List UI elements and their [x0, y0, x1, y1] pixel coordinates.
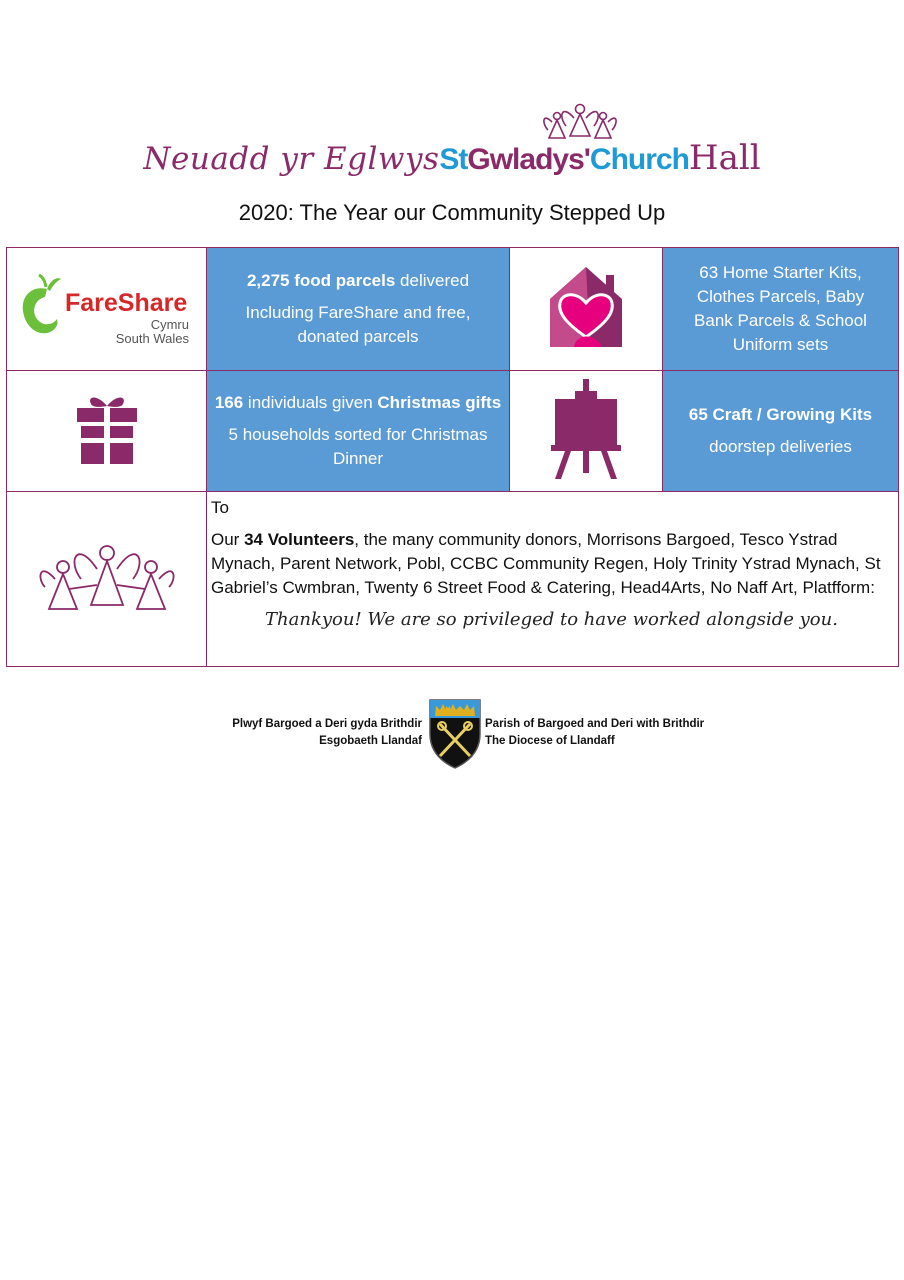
fareshare-logo-cell: [7, 248, 207, 371]
logo-hall-text: Hall: [688, 138, 761, 178]
craft-kits-count: 65 Craft / Growing Kits: [688, 405, 873, 424]
thanks-donor-list: , the many community donors, Morrisons Bargoed, Tesco Ystrad Mynach, Parent Network, Pobl, CCBC Community Regen, Holy Trinity Ystrad Mynach, St Gabriel’s Cwmbran, Twenty 6 Street Food & Catering, Head4Arts, No Naff Art, Platfform:: [211, 530, 881, 597]
thanks-to: To: [211, 498, 229, 517]
logo-welsh-text: Neuadd yr Eglwys: [143, 141, 440, 177]
footer: [0, 696, 904, 776]
fareshare-south-wales: South Wales: [115, 330, 189, 346]
angels-icon: [540, 100, 620, 142]
fareshare-cymru: Cymru: [150, 316, 189, 332]
craft-kits-cell: [663, 371, 899, 492]
craft-kits-detail: doorstep deliveries: [709, 437, 852, 456]
footer-english-parish: Parish of Bargoed and Deri with Brithdir: [485, 718, 705, 730]
christmas-gifts-line: [207, 391, 509, 415]
easel-icon: [551, 377, 621, 481]
header: [0, 100, 904, 190]
table-row: [7, 492, 899, 667]
thanks-script: Thankyou! We are so privileged to have worked alongside you.: [265, 609, 838, 630]
hall-logo: [0, 138, 904, 180]
footer-welsh-parish: Plwyf Bargoed a Deri gyda Brithdir: [232, 718, 422, 730]
food-parcels-suffix: delivered: [395, 271, 470, 290]
food-parcels-count: 2,275 food parcels: [246, 271, 396, 290]
angels-group-icon: [37, 539, 177, 615]
christmas-mid-text: individuals given: [243, 393, 378, 412]
page-subtitle: 2020: The Year our Community Stepped Up: [238, 200, 666, 225]
logo-st-text: St: [439, 143, 468, 176]
diocese-shield-icon: [428, 698, 482, 770]
footer-welsh: [232, 716, 422, 750]
thanks-intro: Our: [211, 530, 245, 549]
table-row: [7, 371, 899, 492]
footer-welsh-diocese: Esgobaeth Llandaf: [319, 735, 422, 747]
christmas-dinner-line: 5 households sorted for Christmas Dinner: [228, 425, 488, 468]
logo-church-text: Church: [589, 143, 689, 176]
gift-icon: [75, 392, 139, 466]
easel-icon-cell: [510, 371, 663, 492]
thanks-volunteers: 34 Volunteers: [244, 530, 355, 549]
craft-kits-title: [663, 403, 898, 427]
fareshare-apple-icon: [17, 267, 197, 347]
logo-gwladys-text: Gwladys': [467, 143, 590, 176]
summary-table: [6, 247, 899, 667]
food-parcels-line: [207, 269, 509, 293]
thanks-cell: [207, 492, 899, 667]
footer-english-diocese: The Diocese of Llandaff: [485, 735, 615, 747]
home-heart-icon: [546, 265, 626, 349]
christmas-count: 166: [214, 393, 244, 412]
table-row: [7, 248, 899, 371]
angels-group-cell: [7, 492, 207, 667]
home-starter-text: 63 Home Starter Kits, Clothes Parcels, Baby Bank Parcels & School Uniform sets: [694, 263, 867, 354]
fareshare-name: FareShare: [64, 288, 187, 317]
food-parcels-cell: [207, 248, 510, 371]
christmas-cell: [207, 371, 510, 492]
footer-english: [485, 716, 704, 750]
thanks-body: [211, 528, 892, 600]
gift-icon-cell: [7, 371, 207, 492]
christmas-gifts-label: Christmas gifts: [377, 393, 502, 412]
home-starter-cell: [663, 248, 899, 371]
home-icon-cell: [510, 248, 663, 371]
food-parcels-detail: Including FareShare and free, donated parcels: [245, 303, 471, 346]
